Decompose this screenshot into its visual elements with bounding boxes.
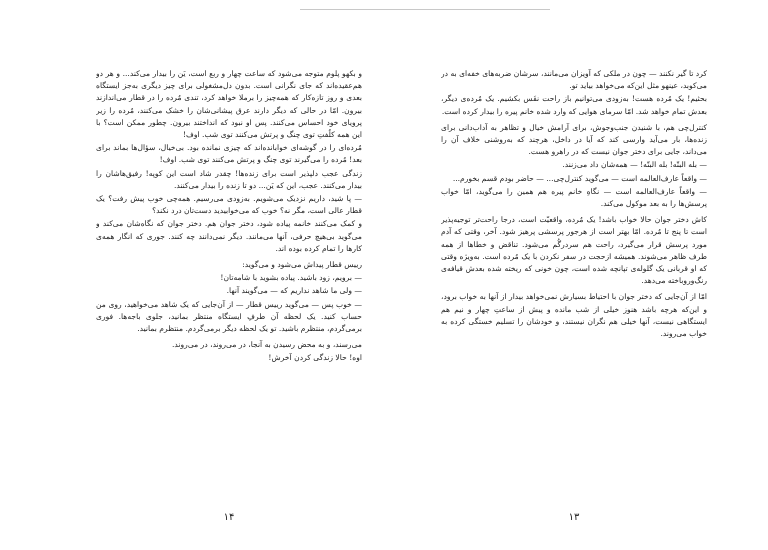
paragraph: می‌رسند، و به محض رسیدن به آنجا، در می‌روند، در می‌روند. [172,340,362,350]
paragraph: کرد تا گیر نکنند — چون در ملکی که آویزان می‌مانند، سرشان ضربه‌های خفه‌ای به در می‌کوبد، عینهو مثل این‌که می‌خواهد بیاید تو. [441,69,707,91]
paragraph: — پا شید، داریم نزدیک می‌شویم. بەزودی می‌رسیم. همه‌چی خوب پیش رفت؟ یک قطار عالی است، مگر نه؟ خوب که می‌خوابیدید دست‌تان درد نکند؟ [96,194,362,216]
paragraph: و کمک می‌کنند خانمه پیاده شود، دختر جوان هم. دختر جوان که نگاه‌شان می‌کند و می‌گوید بی‌هیچ حرفی، آنها می‌مانند. دیگر نمی‌دانند چه کنند. جوری که انگار همه‌ی کارها را تمام کرده بوده اند. [96,219,362,253]
right-page [441,68,707,508]
top-rule [300,9,550,10]
paragraph: — ولی ما شاهد نداریم که — می‌گویند آنها. [226,286,362,296]
paragraph: زندگی عجب دلپذیر است برای زنده‌ها! چقدر شاد است این کوپه! رفیق‌هاشان را بیدار می‌کنند. عجب، این که یَن... دو تا زنده را بیدار می‌کنند. [96,168,362,190]
paragraph: — برویم، زود باشید. پیاده بشوید با شامه‌تان! [220,273,362,283]
paragraph: — واقعاً عارف‌العالمه است — می‌گوید کنترل‌چی... — حاضر بودم قسم بخورم... [452,173,707,183]
paragraph: — واقعاً عارف‌العالمه است — نگاهِ خانم پیره هم همین را می‌گوید، امّا خواب پرسش‌ها را به بعد موکول می‌کند. [441,186,707,209]
paragraph: اوه! حالا زندگی کردن آخرش! [268,353,362,363]
paragraph: کنترل‌چی هم، با شنیدن جنب‌وجوش، برای آرامش خیال و تظاهر به آداب‌دانی برای زنده‌ها، بار می‌آید وارسی کند که آیا در داخل، هرچند که به‌روشنی خلاف آن را می‌داند، جایی برای دختر جوان نیست که در راهرو هست. [441,122,707,157]
paragraph: — بله البتّه! بله البتّه! — همه‌شان داد می‌زنند. [562,160,707,170]
paragraph: — خوب پس — می‌گوید رییس قطار — از آن‌جایی که یک شاهد می‌خواهید، روی من حساب کنید. یک لحظه آن طرفِ ایستگاه منتظر بمانید، جلوی باجه‌ها. فوری برمی‌گردم، منتظرم باشید. تو یک لحظه دیگر برمی‌گردم. منتظرم بمانید. [96,299,362,334]
paragraph: و بکهو پلوم متوجه می‌شود که ساعت چهار و ربع است، یَن را بیدار می‌کند... و هر دو هم‌عقیده‌اند که جای نگرانی است. بدون دل‌مشغولی برای چیز دیگری به‌جز ایستگاه بعدی و روز تازه‌کار که همه‌چیز را برملا خواهد کرد، تندی مُرده را در قطار می‌اندازند بیرون. امّا در حالی که دیگر دارند عرق پیشانی‌شان را خشک می‌کنند، مُرده را زیر پرویای خود احساس می‌کنند. پس او نبود که انداختند بیرون. چطور ممکن است؟ با این همه کلُفتِ توی چنگ و پرتش می‌کنند توی شب. اوف! [96,69,362,140]
paragraph: کاش دختر جوان حالا خواب باشد! یک مُرده، واقعیّت است، درجا راحت‌تر توجیه‌پذیر است تا پنج تا مُرده. امّا بهتر است از هرجور پرسشی پرهیز شود. آخر، وقتی که آدم مورد پرسش قرار می‌گیرد، راحت هم سردرگُم می‌شود. تناقض و خطاها از همه طرف ظاهر می‌شوند. همیشه ازحجت در سفر نکردن با یک مُرده است. به‌ویژه وقتی که او قربانی یک گلوله‌ی تپانچه شده است، چون خونی که ریخته شده بعدش قیافه‌ی رنگ‌وروباخته می‌دهد. [441,215,707,286]
page-number-right: ۱۳ [568,512,580,523]
paragraph: رییس قطار پیداش می‌شود و می‌گوید: [242,260,362,270]
paragraph: بحثیم! یک مُرده هست! بەزودی می‌توانیم باز راحت نفَس بکشیم. یک مُرده‌ی دیگر، بعدش تمام خواهد شد. امّا سرمای هوایی که وارد شده خانم پیره را بیدار کرده است. [441,94,707,116]
left-page [96,68,362,508]
page-number-left: ۱۴ [223,512,235,523]
paragraph: مُرده‌ای را در گوشه‌ای خوابانده‌اند که چیزی نمانده بود. بی‌خیال، سؤال‌ها بماند برای بعد! مُرده را می‌گیرند توی چنگ و پرتش می‌کنند توی شب. اوف! [96,143,362,165]
paragraph: امّا از آن‌جایی که دختر جوان با احتیاط بسیارش نمی‌خواهد بیدار از آنها به خواب برود، و این‌که هرچه باشد هنوز خیلی از شب مانده و پیش از ساعتِ چهار و نیم هم ایستگاهی نیست، آنها خیلی هم نگران نیستند، و خودشان را تسلیم خستگی کرده به خواب می‌روند. [441,292,707,339]
